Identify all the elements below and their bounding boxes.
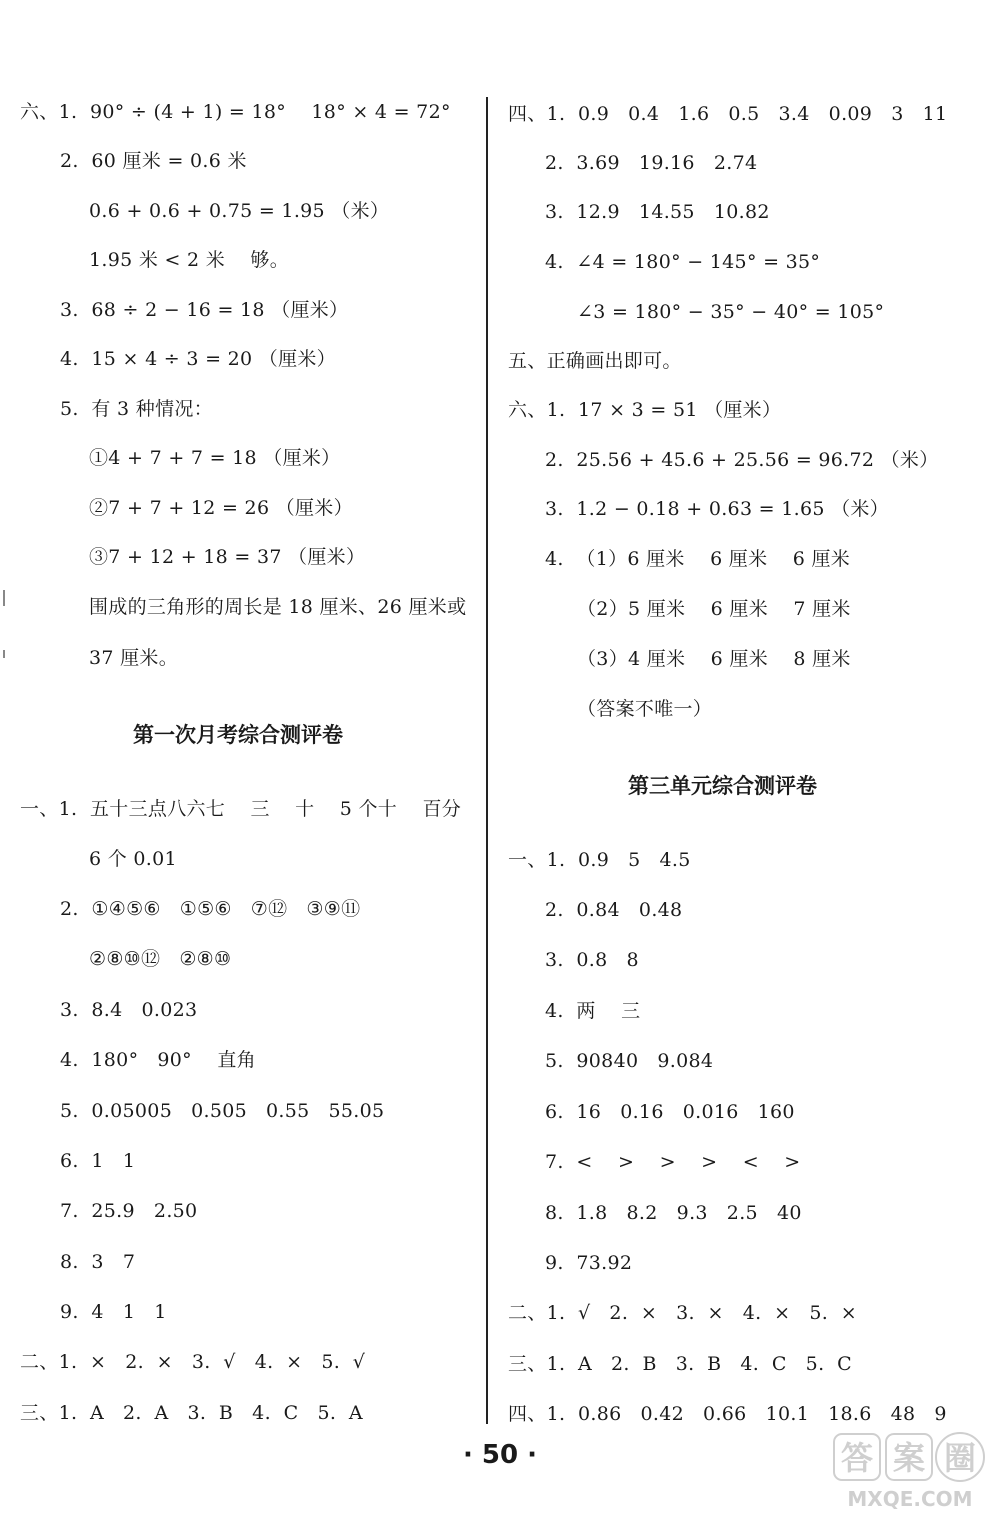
answer-line: 4. （1）6 厘米 6 厘米 6 厘米 [545, 548, 851, 570]
answer-line: 7. < > > > < > [545, 1151, 801, 1173]
watermark-char: 圈 [943, 1439, 977, 1477]
answer-line: 0.6 + 0.6 + 0.75 = 1.95 （米） [89, 200, 390, 222]
answer-line: 二、1. × 2. × 3. √ 4. × 5. √ [20, 1351, 366, 1373]
answer-line: （答案不唯一） [577, 698, 713, 720]
answer-line: ②7 + 7 + 12 = 26 （厘米） [89, 497, 353, 519]
answer-line: 3. 12.9 14.55 10.82 [545, 201, 770, 223]
answer-line: 围成的三角形的周长是 18 厘米、26 厘米或 [89, 596, 467, 618]
watermark-logo [830, 1428, 990, 1512]
answer-line: 37 厘米。 [89, 647, 179, 669]
answer-line: 一、1. 0.9 5 4.5 [508, 849, 691, 871]
watermark-char: 案 [892, 1439, 926, 1477]
answer-line: 9. 4 1 1 [60, 1301, 167, 1323]
watermark-site: MXQE.COM [847, 1487, 973, 1511]
scan-mark [3, 650, 5, 658]
answer-line: 4. 15 × 4 ÷ 3 = 20 （厘米） [60, 348, 336, 370]
answer-line: 2. 25.56 + 45.6 + 25.56 = 96.72 （米） [545, 449, 939, 471]
answer-line: 一、1. 五十三点八六七 三 十 5 个十 百分 [20, 798, 462, 820]
answer-line: 四、1. 0.86 0.42 0.66 10.1 18.6 48 9 [508, 1403, 947, 1425]
answer-line: （2）5 厘米 6 厘米 7 厘米 [577, 598, 851, 620]
answer-line: 4. 180° 90° 直角 [60, 1049, 256, 1071]
answer-line: ①4 + 7 + 7 = 18 （厘米） [89, 447, 341, 469]
answer-line: （3）4 厘米 6 厘米 8 厘米 [577, 648, 851, 670]
answer-line: 5. 90840 9.084 [545, 1050, 714, 1072]
answer-line: 4. 两 三 [545, 1000, 641, 1022]
watermark-char: 答 [840, 1439, 874, 1477]
answer-line: 1.95 米 < 2 米 够。 [89, 249, 290, 271]
answer-line: ∠3 = 180° − 35° − 40° = 105° [577, 301, 885, 323]
answer-line: ②⑧⑩⑫ ②⑧⑩ [89, 948, 232, 970]
answer-line: 6. 16 0.16 0.016 160 [545, 1101, 795, 1123]
answer-line: 3. 0.8 8 [545, 949, 639, 971]
page-number: · 50 · [462, 1440, 538, 1470]
answer-line: 三、1. A 2. A 3. B 4. C 5. A [20, 1402, 363, 1424]
answer-line: 5. 0.05005 0.505 0.55 55.05 [60, 1100, 385, 1122]
answer-line: 5. 有 3 种情况： [60, 398, 213, 420]
answer-line: 4. ∠4 = 180° − 145° = 35° [545, 251, 821, 273]
answer-line: 六、1. 17 × 3 = 51 （厘米） [508, 399, 782, 421]
answer-line: 3. 68 ÷ 2 − 16 = 18 （厘米） [60, 299, 349, 321]
answer-line: 6 个 0.01 [89, 848, 177, 870]
section-heading: 第三单元综合测评卷 [628, 774, 817, 798]
answer-line: 3. 1.2 − 0.18 + 0.63 = 1.65 （米） [545, 498, 889, 520]
answer-line: 2. 60 厘米 = 0.6 米 [60, 150, 247, 172]
answer-line: 六、1. 90° ÷ (4 + 1) = 18° 18° × 4 = 72° [20, 101, 451, 123]
column-divider [486, 97, 488, 1424]
scan-mark [3, 590, 5, 606]
answer-line: 6. 1 1 [60, 1150, 136, 1172]
answer-line: 7. 25.9 2.50 [60, 1200, 198, 1222]
answer-line: 五、正确画出即可。 [508, 350, 682, 372]
answer-line: 8. 3 7 [60, 1251, 136, 1273]
answer-line: 四、1. 0.9 0.4 1.6 0.5 3.4 0.09 3 11 [508, 103, 948, 125]
answer-line: 2. 3.69 19.16 2.74 [545, 152, 758, 174]
answer-line: 2. ①④⑤⑥ ①⑤⑥ ⑦⑫ ③⑨⑪ [60, 898, 361, 920]
answer-line: ③7 + 12 + 18 = 37 （厘米） [89, 546, 366, 568]
answer-line: 三、1. A 2. B 3. B 4. C 5. C [508, 1353, 852, 1375]
answer-line: 二、1. √ 2. × 3. × 4. × 5. × [508, 1302, 857, 1324]
answer-line: 9. 73.92 [545, 1252, 633, 1274]
section-heading: 第一次月考综合测评卷 [133, 723, 343, 747]
answer-line: 2. 0.84 0.48 [545, 899, 683, 921]
answer-line: 8. 1.8 8.2 9.3 2.5 40 [545, 1202, 802, 1224]
answer-line: 3. 8.4 0.023 [60, 999, 198, 1021]
